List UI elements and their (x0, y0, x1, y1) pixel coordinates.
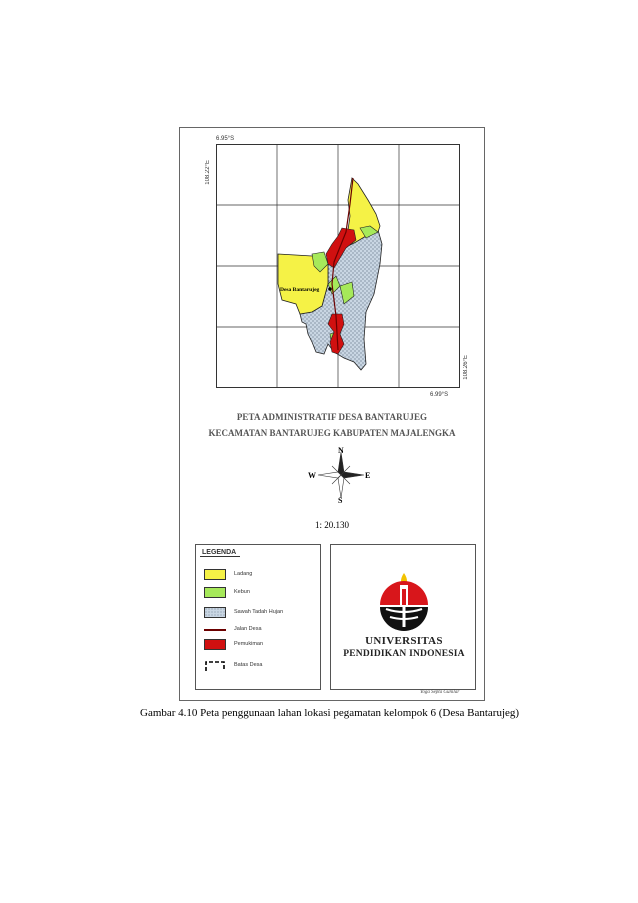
coord-bottom-right: 6.99°S (430, 392, 449, 398)
figure-caption: Gambar 4.10 Peta penggunaan lahan lokasi pegamatan kelompok 6 (Desa Bantarujeg) (140, 707, 520, 719)
legend-item-batas (204, 659, 314, 673)
compass-s: S (338, 496, 343, 504)
coord-top-left: 6.95°S (216, 136, 235, 142)
compass-w: W (308, 471, 316, 480)
legend-item-jalan (204, 625, 314, 639)
legend-swatch-ladang (204, 569, 226, 580)
legend-label-ladang: Ladang (234, 571, 253, 577)
map-subtitle: KECAMATAN BANTARUJEG KABUPATEN MAJALENGKA (208, 428, 456, 438)
university-logo-icon (374, 571, 434, 635)
coord-right-vertical: 108.26°E (463, 355, 469, 380)
legend-swatch-jalan (204, 629, 226, 631)
village-label: Desa Bantarujeg (280, 287, 320, 293)
legend-swatch-kebun (204, 587, 226, 598)
compass-e: E (365, 471, 371, 480)
legend-swatch-pemukiman (204, 639, 226, 650)
village-point (328, 287, 332, 291)
university-name-line1: UNIVERSITAS (365, 635, 443, 647)
compass-n: N (338, 446, 344, 455)
legend-swatch-batas (204, 659, 228, 673)
land-use-map (216, 144, 460, 388)
legend-label-jalan: Jalan Desa (234, 626, 262, 632)
logo-box (330, 544, 476, 690)
legend-title: LEGENDA (202, 549, 237, 556)
legend-item-sawah (204, 607, 314, 621)
map-title: PETA ADMINISTRATIF DESA BANTARUJEG (236, 412, 428, 422)
legend-item-ladang (204, 569, 314, 583)
legend-label-kebun: Kebun (234, 589, 250, 595)
legend-label-sawah: Sawah Tadah Hujan (234, 609, 284, 615)
legend-swatch-sawah (204, 607, 226, 618)
university-name-line2: PENDIDIKAN INDONESIA (343, 649, 465, 659)
legend-label-pemukiman: Pemukiman (234, 641, 264, 647)
legend-item-kebun (204, 587, 314, 601)
legend-box (195, 544, 321, 690)
legend-item-pemukiman (204, 639, 314, 653)
legend-label-batas: Batas Desa (234, 662, 263, 668)
compass-rose (306, 446, 376, 504)
map-author: Yoga Septa Gunilar (420, 690, 460, 695)
map-scale: 1: 20.130 (314, 520, 349, 530)
coord-left-vertical: 108.22°E (205, 160, 211, 185)
